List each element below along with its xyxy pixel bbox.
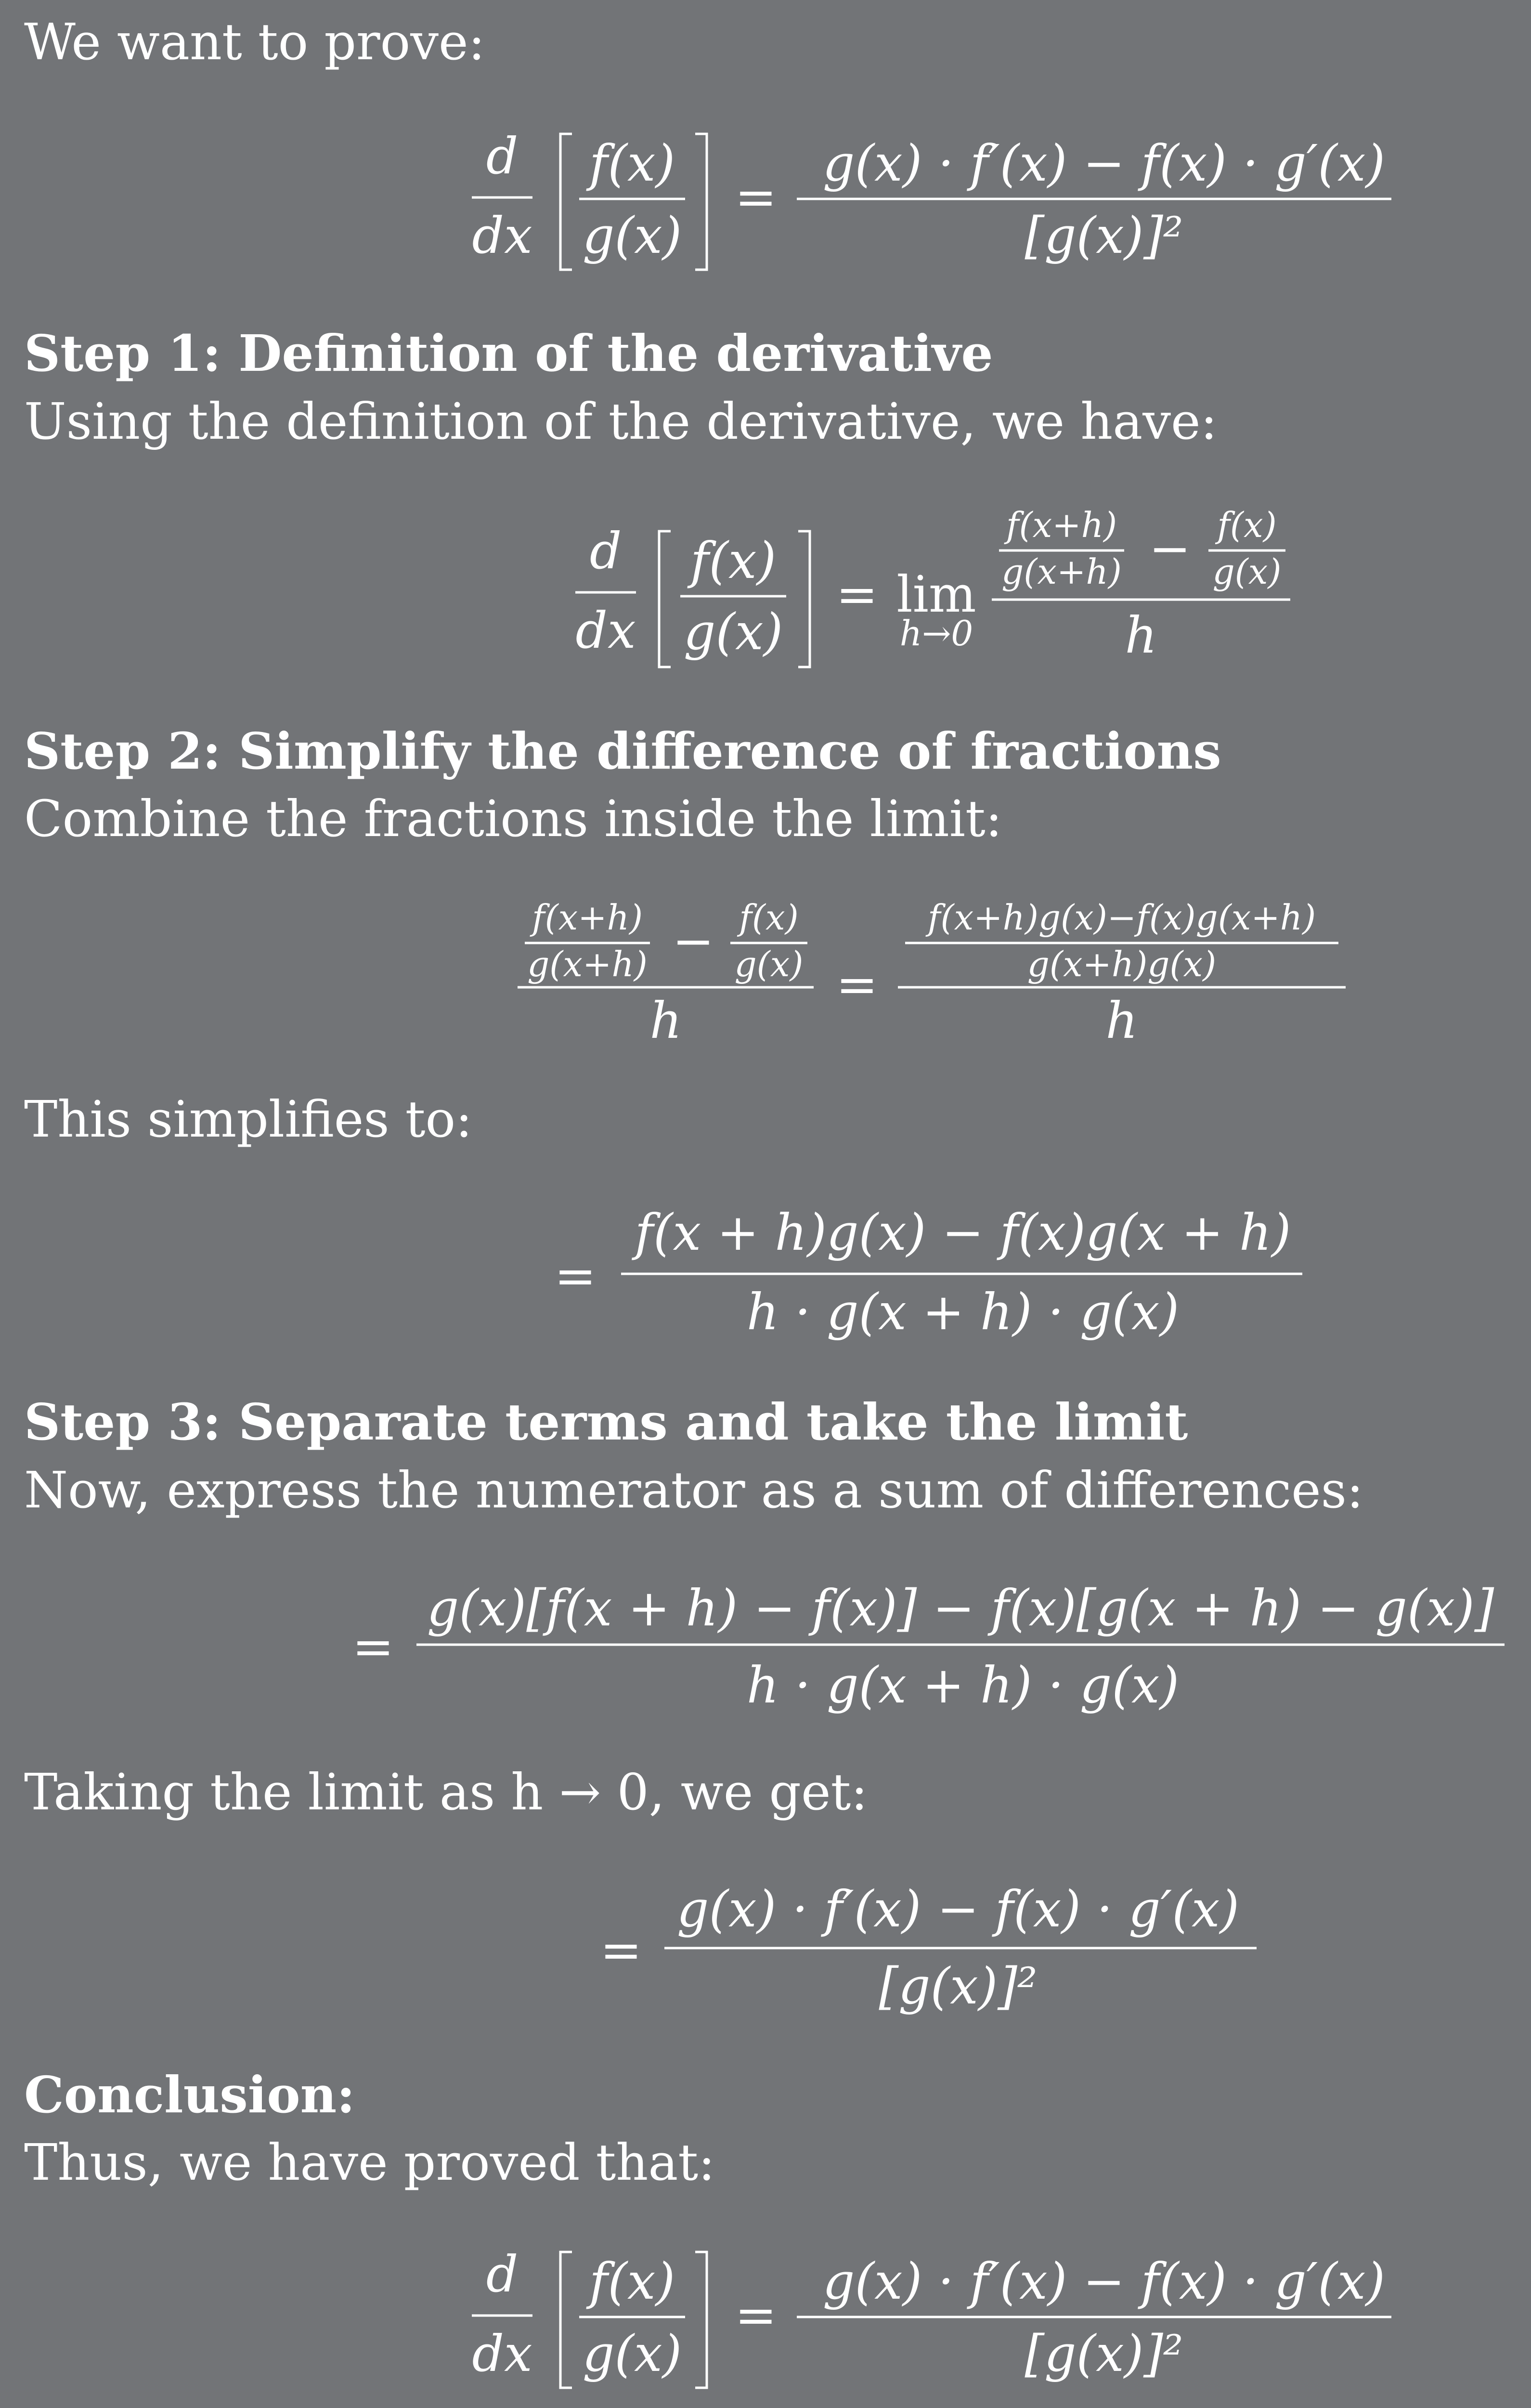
equals-sign: = <box>600 1921 642 1979</box>
f-x-plus-h: f(x+h) <box>1006 505 1117 545</box>
h-denominator: h <box>1105 991 1138 1050</box>
quotient-denominator: [g(x)]² <box>1025 2324 1183 2383</box>
g-x-plus-h: g(x+h) <box>1001 551 1122 592</box>
g-small: g(x) <box>734 944 804 984</box>
intro-text: We want to prove: <box>24 13 485 71</box>
quotient-numerator: g(x) · f′(x) − f(x) · g′(x) <box>822 134 1386 193</box>
step-2-heading: Step 2: Simplify the difference of fractions <box>24 721 1221 781</box>
equals-sign: = <box>836 565 878 624</box>
step-1-text: Using the definition of the derivative, we have: <box>24 392 1218 451</box>
f-x-plus-h: f(x+h) <box>532 897 643 938</box>
equals-sign: = <box>352 1617 394 1676</box>
left-bracket <box>560 2252 572 2388</box>
separated-numerator: g(x)[f(x + h) − f(x)] − f(x)[g(x + h) − g(x)] <box>427 1579 1494 1637</box>
g-x-plus-h: g(x+h) <box>527 944 648 984</box>
equals-sign: = <box>836 955 878 1014</box>
f-numerator: f(x) <box>589 2252 675 2311</box>
equation-definition <box>575 505 1290 667</box>
equation-separated <box>352 1579 1505 1714</box>
left-bracket <box>659 531 671 667</box>
dx-denominator: dx <box>575 601 636 660</box>
quotient-denominator: [g(x)]² <box>1025 206 1183 265</box>
equation-simplified <box>554 1203 1302 1341</box>
d-numerator: d <box>486 2245 519 2303</box>
equals-sign: = <box>735 2286 777 2344</box>
equation-conclusion <box>472 2245 1391 2388</box>
quotient-denominator: [g(x)]² <box>879 1957 1038 2015</box>
quotient-numerator: g(x) · f′(x) − f(x) · g′(x) <box>822 2252 1386 2311</box>
limit-subscript: h→0 <box>899 613 973 654</box>
right-bracket <box>695 2252 707 2388</box>
dx-denominator: dx <box>472 2324 532 2383</box>
equation-target <box>472 127 1391 270</box>
conclusion-heading: Conclusion: <box>24 2065 355 2124</box>
g-denominator: g(x) <box>683 602 783 661</box>
limit-operator: lim <box>896 565 976 624</box>
d-numerator: d <box>589 522 622 580</box>
f-small: f(x) <box>1217 505 1277 545</box>
combined-denominator: g(x+h)g(x) <box>1027 944 1217 984</box>
step-3-text: Now, express the numerator as a sum of differences: <box>24 1461 1364 1519</box>
equation-result <box>600 1880 1257 2015</box>
f-numerator: f(x) <box>690 531 777 590</box>
step-1-heading: Step 1: Definition of the derivative <box>24 324 993 383</box>
simplified-denominator: h · g(x + h) · g(x) <box>746 1283 1180 1341</box>
minus-sign: − <box>672 912 714 970</box>
h-denominator: h <box>1125 606 1157 665</box>
equals-sign: = <box>735 168 777 226</box>
equation-combine <box>518 897 1346 1050</box>
h-denominator: h <box>649 991 682 1050</box>
d-numerator: d <box>486 127 519 185</box>
step-2-after-text: This simplifies to: <box>24 1090 473 1149</box>
g-denominator: g(x) <box>582 206 682 265</box>
separated-denominator: h · g(x + h) · g(x) <box>746 1656 1180 1714</box>
f-small: f(x) <box>739 897 799 938</box>
dx-denominator: dx <box>472 206 532 265</box>
left-bracket <box>560 134 572 270</box>
simplified-numerator: f(x + h)g(x) − f(x)g(x + h) <box>635 1203 1291 1262</box>
right-bracket <box>695 134 707 270</box>
f-numerator: f(x) <box>589 134 675 193</box>
quotient-numerator: g(x) · f′(x) − f(x) · g′(x) <box>676 1880 1240 1938</box>
minus-sign: − <box>1149 519 1191 578</box>
right-bracket <box>798 531 810 667</box>
equals-sign: = <box>554 1246 597 1305</box>
step-3-after-text: Taking the limit as h → 0, we get: <box>24 1763 868 1821</box>
step-3-heading: Step 3: Separate terms and take the limit <box>24 1392 1188 1452</box>
g-denominator: g(x) <box>582 2324 682 2383</box>
g-small: g(x) <box>1212 551 1282 592</box>
combined-numerator: f(x+h)g(x)−f(x)g(x+h) <box>927 897 1316 938</box>
step-2-text: Combine the fractions inside the limit: <box>24 789 1002 848</box>
conclusion-text: Thus, we have proved that: <box>24 2133 715 2192</box>
